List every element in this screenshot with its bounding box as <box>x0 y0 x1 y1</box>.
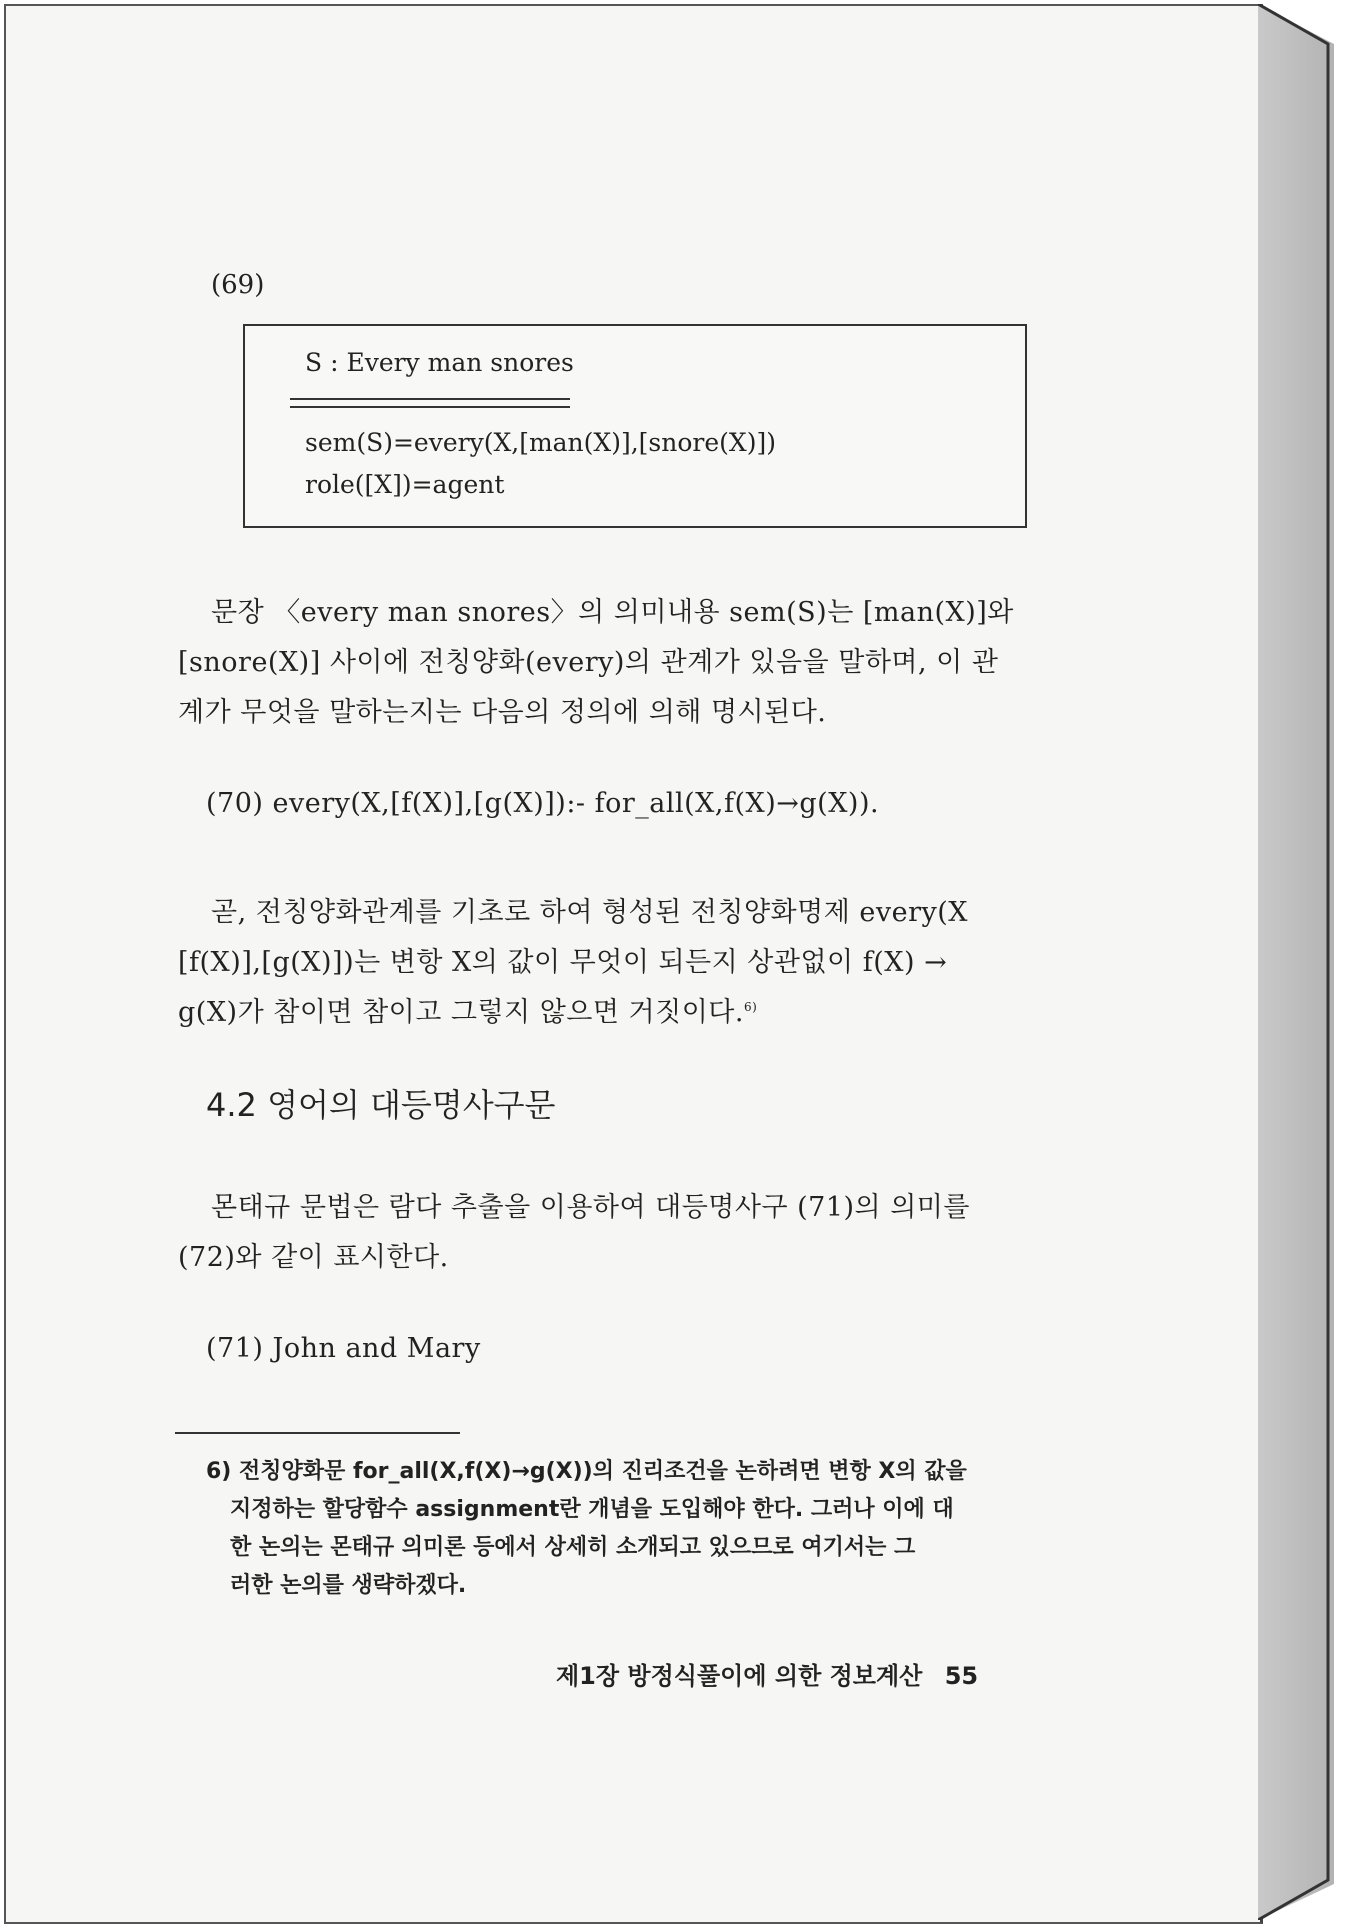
footnote-rule <box>175 1432 460 1434</box>
example-71: (71) John and Mary <box>206 1333 481 1364</box>
double-rule <box>290 398 570 408</box>
footnote-line3: 한 논의는 몬태규 의미론 등에서 상세히 소개되고 있으므로 여기서는 그 <box>230 1535 916 1560</box>
footnote-ref: 6) <box>743 1000 758 1014</box>
para2-line2: [f(X)],[g(X)])는 변항 X의 값이 무엇이 되든지 상관없이 f(X) → <box>178 947 948 978</box>
para1-line3: 계가 무엇을 말하는지는 다음의 정의에 의해 명시된다. <box>178 697 827 728</box>
para3-line2: (72)와 같이 표시한다. <box>178 1242 449 1273</box>
footnote-line4: 러한 논의를 생략하겠다. <box>230 1573 467 1598</box>
para2-line1: 곧, 전칭양화관계를 기초로 하여 형성된 전칭양화명제 every(X <box>211 897 969 928</box>
example-69-box <box>243 324 1027 528</box>
section-heading: 4.2 영어의 대등명사구문 <box>206 1086 556 1124</box>
page-number: 55 <box>944 1662 979 1690</box>
para1-line1: 문장 〈every man snores〉의 의미내용 sem(S)는 [man(X)]와 <box>211 597 1014 628</box>
footnote-line1: 6) 전칭양화문 for_all(X,f(X)→g(X))의 진리조건을 논하려면 변항 X의 값을 <box>206 1459 967 1484</box>
running-footer <box>556 1656 978 1691</box>
example-69-role: role([X])=agent <box>305 470 505 499</box>
para2-line3-text: g(X)가 참이면 참이고 그렇지 않으면 거짓이다. <box>178 997 744 1028</box>
para3-line1: 몬태규 문법은 람다 추출을 이용하여 대등명사구 (71)의 의미를 <box>211 1192 970 1223</box>
example-70: (70) every(X,[f(X)],[g(X)]):- for_all(X,f(X)→g(X)). <box>206 788 880 819</box>
chapter-title: 제1장 방정식풀이에 의한 정보계산 <box>556 1662 923 1690</box>
footnote-line2: 지정하는 할당함수 assignment란 개념을 도입해야 한다. 그러나 이에 대 <box>230 1497 954 1522</box>
example-69-number: (69) <box>211 270 265 300</box>
example-69-sem: sem(S)=every(X,[man(X)],[snore(X)]) <box>305 428 776 457</box>
page-edge-outline <box>1258 4 1334 1920</box>
para1-line2: [snore(X)] 사이에 전칭양화(every)의 관계가 있음을 말하며, 이 관 <box>178 647 999 678</box>
example-69-sentence: S : Every man snores <box>305 348 574 377</box>
para2-line3 <box>178 990 757 1029</box>
